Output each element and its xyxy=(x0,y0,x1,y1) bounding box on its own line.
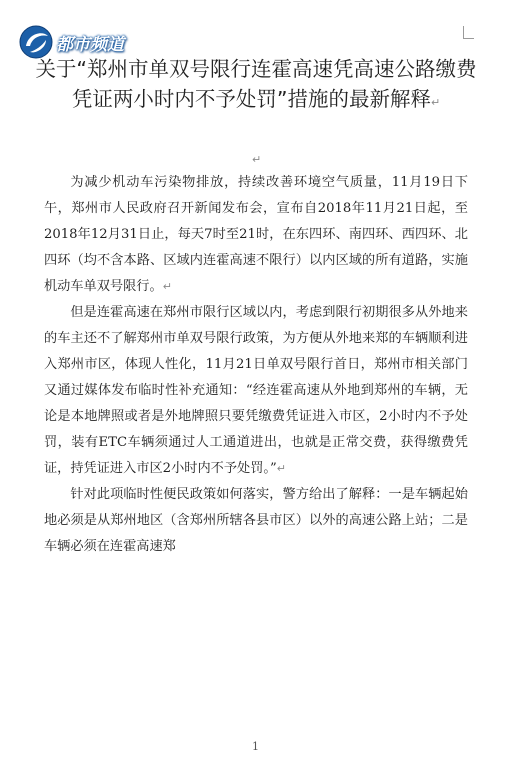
page-corner-mark xyxy=(463,26,474,39)
paragraph-text: 针对此项临时性便民政策如何落实，警方给出了解释：一是车辆起始地必须是从郑州地区（含郑州所辖各县市区）以外的高速公路上站；二是车辆必须在连霍高速郑 xyxy=(44,487,468,554)
paragraph-text: 为减少机动车污染物排放，持续改善环境空气质量，11月19日下午，郑州市人民政府召开新闻发布会，宣布自2018年11月21日起，至2018年12月31日止，每天7时至21时，在东四环、南四环、西四环、北四环（均不含本路、区域内连霍高速不限行）以内区域的所有道路，实施机动车单双号限行。 xyxy=(44,175,468,294)
paragraph xyxy=(44,170,468,300)
paragraph xyxy=(44,300,468,482)
paragraph-mark-icon: ↵ xyxy=(162,280,172,293)
document-body xyxy=(44,170,468,560)
title-text: 关于“郑州市单双号限行连霍高速凭高速公路缴费凭证两小时内不予处罚”措施的最新解释 xyxy=(35,57,477,111)
page-number: 1 xyxy=(252,740,259,753)
paragraph-mark-icon: ↵ xyxy=(430,96,441,109)
paragraph-mark-icon: ↵ xyxy=(276,462,286,475)
logo-text: 都市频道 xyxy=(56,34,124,55)
document-title xyxy=(30,54,482,118)
paragraph-text: 但是连霍高速在郑州市限行区域以内，考虑到限行初期很多从外地来的车主还不了解郑州市单双号限行政策，为方便从外地来郑的车辆顺利进入郑州市区，体现人性化，11月21日单双号限行首日，郑州市相关部门又通过媒体发布临时性补充通知：“经连霍高速从外地到郑州的车辆，无论是本地牌照或者是外地牌照只要凭缴费凭证进入市区，2小时内不予处罚，装有ETC车辆须通过人工通道进出，也就是正常交费，获得缴费凭证，持凭证进入市区2小时内不予处罚。” xyxy=(44,305,468,476)
paragraph-mark-icon: ↵ xyxy=(252,153,262,166)
paragraph xyxy=(44,482,468,560)
